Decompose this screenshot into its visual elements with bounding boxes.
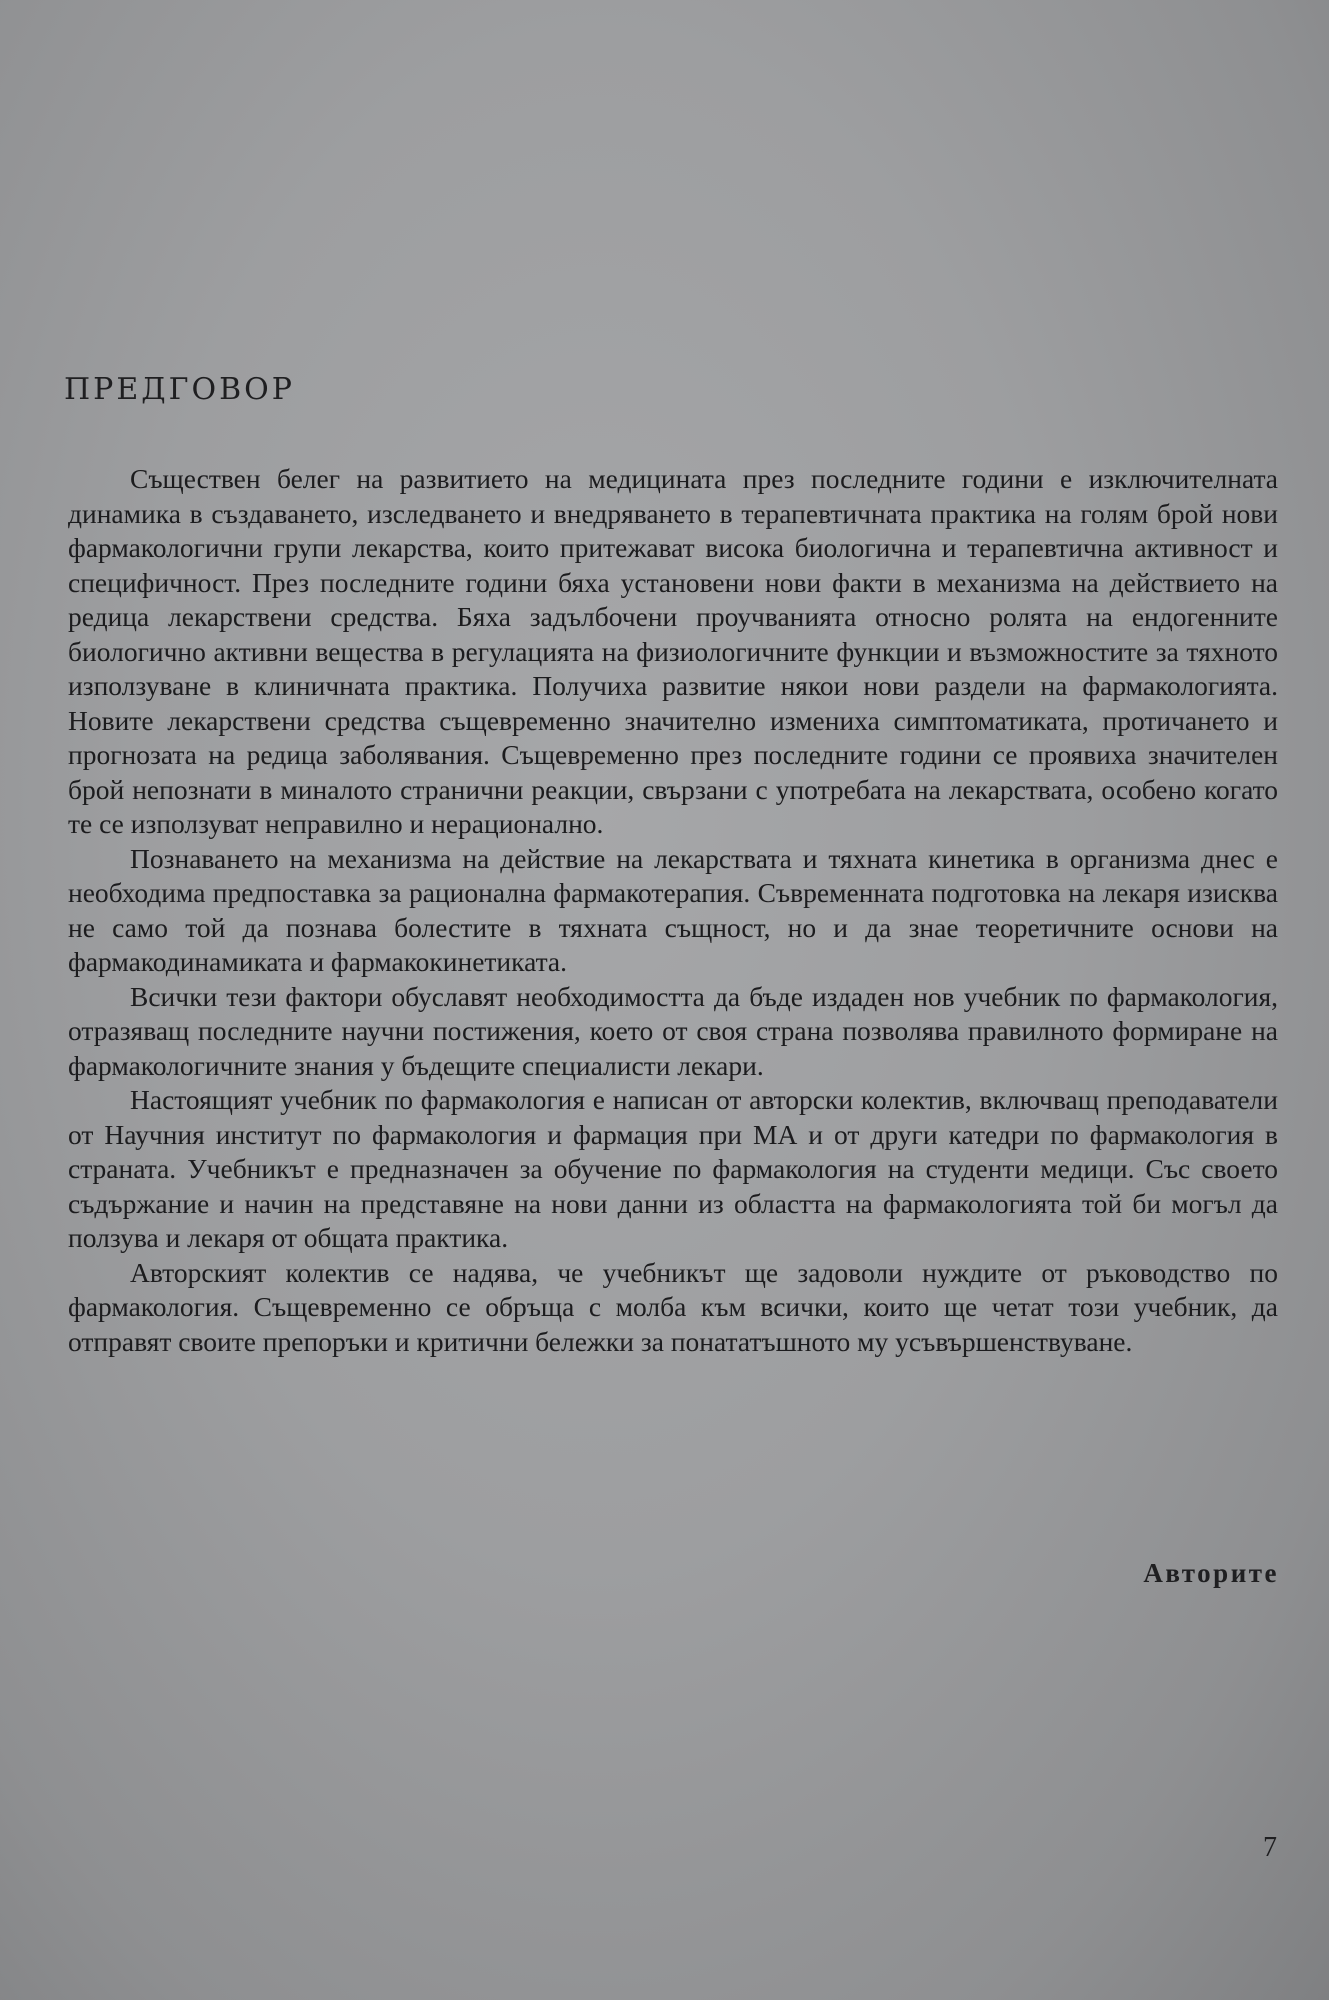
page-number: 7 — [1263, 1832, 1277, 1863]
paragraph-1: Съществен белег на развитието на медицината през последните години е изключителната динамика в създаването, изследването и внедряването в терапевтичната практика на голям брой нови фармакологични групи лекарства, които притежават висока биологична и терапевтична активност и специфичност. През последните години бяха установени нови факти в механизма на действието на редица лекарствени средства. Бяха задълбочени проучванията относно ролята на ендогенните биологично активни вещества в регулацията на физиологичните функции и възможностите за тяхното използуване в клиничната практика. Получиха развитие някои нови раздели на фармакологията. Новите лекарствени средства същевременно значително измениха симптоматиката, протичането и прогнозата на редица заболявания. Същевременно през последните години се проявиха значителен брой непознати в миналото странични реакции, свързани с употребата на лекарствата, особено когато те се използуват неправилно и нерационално. — [68, 463, 1278, 839]
signature: Авторите — [1143, 1558, 1279, 1588]
paragraph-3: Всички тези фактори обуславят необходимостта да бъде издаден нов учебник по фармакология, отразяващ последните научни постижения, което от своя страна позволява правилното формиране на фармакологичните знания у бъдещите специалисти лекари. — [68, 980, 1278, 1081]
paragraph-2: Познаването на механизма на действие на лекарствата и тяхната кинетика в организма днес е необходима предпоставка за рационална фармакотерапия. Съвременната подготовка на лекаря изисква не само той да познава болестите в тяхната същност, но и да знае теоретичните основи на фармакодинамиката и фармакокинетиката. — [68, 842, 1278, 977]
paragraph-4: Настоящият учебник по фармакология е написан от авторски колектив, включващ преподаватели от Научния институт по фармакология и фармация при МА и от други катедри по фармакология в страната. Учебникът е предназначен за обучение по фармакология на студенти медици. Със своето съдържание и начин на представяне на нови данни из областта на фармакологията той би могъл да ползува и лекаря от общата практика. — [68, 1084, 1278, 1253]
page-heading: ПРЕДГОВОР — [64, 372, 295, 407]
paragraph-5: Авторският колектив се надява, че учебникът ще задоволи нуждите от ръководство по фармакология. Същевременно се обръща с молба към всички, които ще четат този учебник, да отправят своите препоръки и критични бележки за понататъшното му усъвършенствуване. — [68, 1256, 1278, 1357]
preface-body — [68, 462, 1278, 1359]
